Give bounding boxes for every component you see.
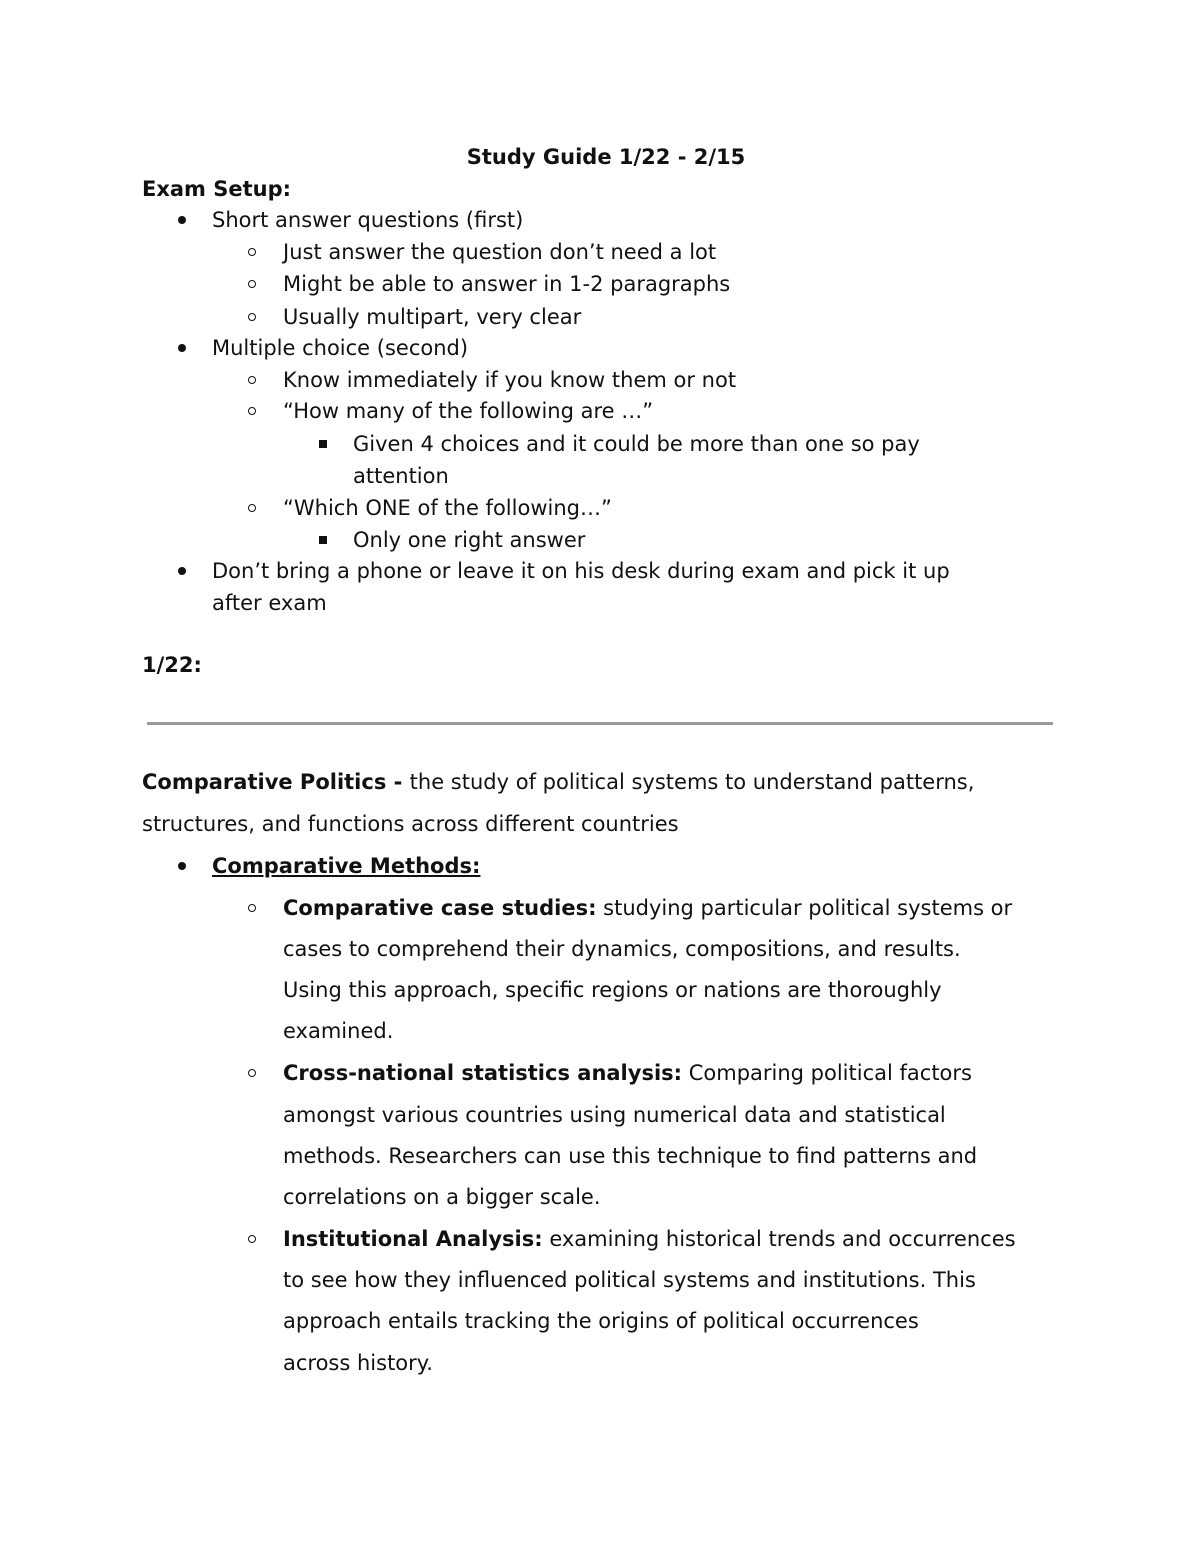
bullet-ring <box>248 1069 256 1077</box>
list-item: Only one right answer <box>353 528 586 552</box>
list-item-continuation: attention <box>353 464 449 488</box>
list-item: Given 4 choices and it could be more than one so pay <box>353 432 920 456</box>
bullet-ring <box>248 904 256 912</box>
list-item: Usually multipart, very clear <box>283 305 582 329</box>
list-item-continuation: after exam <box>212 591 327 615</box>
term-cross-national: Cross-national statistics analysis: <box>283 1061 683 1085</box>
list-item-multiple-choice: Multiple choice (second) <box>212 336 469 360</box>
bullet-ring <box>248 504 256 512</box>
method-institutional <box>283 1226 1016 1252</box>
method-continuation: methods. Researchers can use this technique to find patterns and <box>283 1144 978 1168</box>
exam-setup-heading: Exam Setup: <box>142 177 292 201</box>
bullet-dot <box>178 344 186 352</box>
list-item: Just answer the question don’t need a lot <box>283 240 717 264</box>
term-institutional: Institutional Analysis: <box>283 1227 543 1251</box>
method-case-studies <box>283 895 1012 921</box>
definition-line <box>142 769 974 795</box>
list-item: “Which ONE of the following…” <box>283 496 612 520</box>
method-continuation: Using this approach, specific regions or nations are thoroughly <box>283 978 942 1002</box>
bullet-ring <box>248 248 256 256</box>
method-text: Comparing political factors <box>682 1061 972 1085</box>
bullet-ring <box>248 407 256 415</box>
bullet-square <box>319 440 327 448</box>
definition-continuation: structures, and functions across different countries <box>142 812 679 836</box>
list-item: Know immediately if you know them or not <box>283 368 737 392</box>
term-comparative-politics: Comparative Politics - <box>142 770 410 794</box>
term-case-studies: Comparative case studies: <box>283 896 597 920</box>
method-continuation: correlations on a bigger scale. <box>283 1185 601 1209</box>
method-continuation: approach entails tracking the origins of political occurrences <box>283 1309 919 1333</box>
method-continuation: cases to comprehend their dynamics, compositions, and results. <box>283 937 961 961</box>
method-text: studying particular political systems or <box>596 896 1013 920</box>
definition-text: the study of political systems to understand patterns, <box>409 770 975 794</box>
list-item: Might be able to answer in 1-2 paragraphs <box>283 272 731 296</box>
bullet-ring <box>248 313 256 321</box>
list-item-phone: Don’t bring a phone or leave it on his desk during exam and pick it up <box>212 559 950 583</box>
methods-heading: Comparative Methods: <box>212 854 481 878</box>
method-text: examining historical trends and occurrences <box>542 1227 1016 1251</box>
method-continuation: to see how they influenced political systems and institutions. This <box>283 1268 976 1292</box>
method-continuation: across history. <box>283 1351 433 1375</box>
bullet-dot <box>178 567 186 575</box>
bullet-dot <box>178 216 186 224</box>
list-item: “How many of the following are …” <box>283 399 654 423</box>
bullet-square <box>319 536 327 544</box>
bullet-ring <box>248 376 256 384</box>
horizontal-divider <box>147 722 1053 725</box>
method-continuation: amongst various countries using numerical data and statistical <box>283 1103 946 1127</box>
bullet-ring <box>248 1235 256 1243</box>
list-item-short-answer: Short answer questions (first) <box>212 208 524 232</box>
bullet-dot <box>178 862 186 870</box>
date-heading: 1/22: <box>142 653 202 677</box>
page-title: Study Guide 1/22 - 2/15 <box>466 145 746 169</box>
method-continuation: examined. <box>283 1019 394 1043</box>
bullet-ring <box>248 280 256 288</box>
method-cross-national <box>283 1060 972 1086</box>
